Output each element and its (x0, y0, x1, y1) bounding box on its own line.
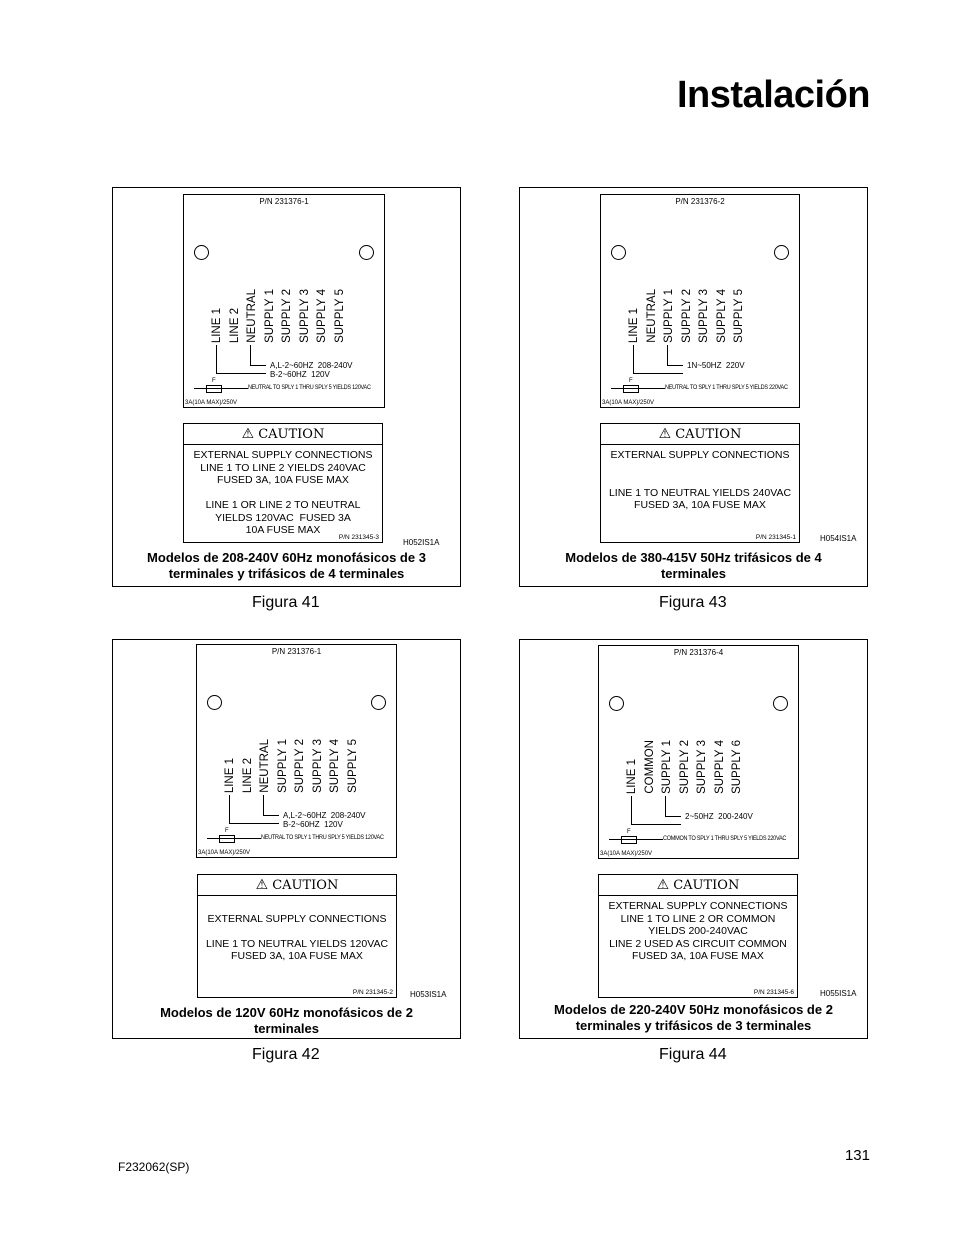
terminal-label: SUPPLY 1 (661, 740, 673, 794)
terminal-label: SUPPLY 4 (715, 289, 728, 343)
fuse-symbol (621, 836, 637, 844)
figure-description: Modelos de 120V 60Hz monofásicos de 2 terminales (160, 1005, 413, 1036)
page-title: Instalación (677, 74, 870, 116)
terminal-labels (210, 289, 347, 343)
mounting-hole (611, 245, 626, 260)
figure-caption: Figura 42 (252, 1046, 320, 1063)
terminal-label: COMMON (643, 740, 656, 794)
frequency-note: 1N~50HZ 220V (687, 361, 745, 370)
artwork-code: H054IS1A (820, 534, 857, 543)
footer-code: F232062(SP) (118, 1160, 190, 1174)
warning-icon: ⚠ (241, 426, 255, 442)
terminal-label: SUPPLY 2 (294, 739, 306, 793)
wire-line (229, 823, 279, 824)
caution-panel (598, 874, 798, 998)
frequency-note: 2~50HZ 200-240V (685, 812, 753, 821)
fuse-label: F (629, 378, 633, 384)
wire-line (207, 838, 261, 839)
page-number: 131 (844, 1147, 870, 1164)
terminal-label: SUPPLY 4 (316, 289, 328, 343)
terminal-label: NEUTRAL (645, 289, 658, 343)
figure-box (519, 187, 868, 587)
terminal-label: LINE 1 (628, 307, 640, 343)
wire-line (611, 388, 665, 389)
figure-caption: Figura 41 (252, 594, 320, 611)
wire-line (229, 795, 230, 823)
terminal-label: SUPPLY 3 (298, 289, 311, 343)
caution-title: CAUTION (673, 878, 740, 893)
plate-part-number: P/N 231376-1 (271, 647, 322, 656)
wire-line (609, 839, 663, 840)
terminal-plate (598, 645, 799, 859)
terminal-label: SUPPLY 1 (663, 289, 675, 343)
caution-header (601, 424, 799, 445)
terminal-label: SUPPLY 4 (329, 739, 341, 793)
figure-box (519, 639, 868, 1039)
fuse-label: F (627, 829, 631, 835)
terminal-label: NEUTRAL (246, 289, 258, 343)
caution-text: EXTERNAL SUPPLY CONNECTIONS LINE 1 TO LINE 2 OR COMMON YIELDS 200-240VAC LINE 2 USED AS CIRCUIT COMMON FUSED 3A, 10A FUSE MAX (608, 900, 788, 962)
terminal-label: SUPPLY 1 (263, 289, 276, 343)
fuse-symbol (206, 385, 222, 393)
wire-line (667, 345, 668, 365)
wire-line (216, 345, 217, 373)
terminal-labels (223, 739, 360, 793)
caution-part-number: P/N 231345-1 (755, 534, 796, 541)
figure-box (112, 187, 461, 587)
neutral-note: NEUTRAL TO SPLY 1 THRU SPLY 5 YIELDS 120VAC (248, 384, 371, 391)
terminal-label: SUPPLY 4 (713, 740, 726, 794)
caution-title: CAUTION (675, 427, 742, 442)
caution-header (198, 875, 396, 896)
terminal-label: SUPPLY 5 (733, 289, 745, 343)
terminal-label: SUPPLY 2 (678, 740, 691, 794)
terminal-labels (625, 740, 744, 794)
caution-title: CAUTION (272, 878, 339, 893)
frequency-note: A,L-2~60HZ 208-240V B-2~60HZ 120V (270, 361, 353, 379)
fuse-rating: 3A(10A MAX)/250V (185, 400, 238, 406)
terminal-label: SUPPLY 5 (333, 289, 346, 343)
neutral-note: NEUTRAL TO SPLY 1 THRU SPLY 5 YIELDS 220VAC (665, 384, 788, 391)
wire-line (631, 796, 632, 824)
fuse-rating: 3A(10A MAX)/250V (198, 850, 251, 856)
mounting-hole (773, 696, 788, 711)
terminal-label: SUPPLY 3 (311, 739, 324, 793)
caution-text: EXTERNAL SUPPLY CONNECTIONS LINE 1 TO NEUTRAL YIELDS 240VAC FUSED 3A, 10A FUSE MAX (608, 449, 792, 511)
wire-line (263, 815, 279, 816)
terminal-label: NEUTRAL (259, 739, 271, 793)
wire-line (633, 373, 683, 374)
wire-line (216, 373, 266, 374)
wire-line (667, 365, 683, 366)
wire-line (194, 388, 248, 389)
wire-line (263, 795, 264, 815)
neutral-note: COMMON TO SPLY 1 THRU SPLY 5 YIELDS 220VAC (663, 835, 787, 842)
caution-panel (183, 423, 383, 543)
mounting-hole (359, 245, 374, 260)
artwork-code: H053IS1A (410, 990, 447, 999)
caution-text: EXTERNAL SUPPLY CONNECTIONS LINE 1 TO LINE 2 YIELDS 240VAC FUSED 3A, 10A FUSE MAX LINE 1 OR LINE 2 TO NEUTRAL YIELDS 120VAC FUSED 3A 10A FUSE MAX (193, 449, 373, 536)
terminal-label: LINE 2 (228, 307, 241, 343)
wire-line (665, 816, 681, 817)
terminal-label: SUPPLY 2 (680, 289, 693, 343)
neutral-note: NEUTRAL TO SPLY 1 THRU SPLY 5 YIELDS 120VAC (261, 834, 384, 841)
terminal-label: LINE 2 (241, 757, 254, 793)
figure-description: Modelos de 380-415V 50Hz trifásicos de 4 terminales (565, 550, 822, 581)
caution-title: CAUTION (258, 427, 325, 442)
figure-caption: Figura 43 (659, 594, 727, 611)
mounting-hole (194, 245, 209, 260)
terminal-label: LINE 1 (224, 757, 236, 793)
terminal-plate (183, 194, 385, 408)
terminal-labels (627, 289, 746, 343)
wire-line (665, 796, 666, 816)
caution-part-number: P/N 231345-6 (753, 989, 794, 996)
wire-line (633, 345, 634, 373)
fuse-label: F (225, 828, 229, 834)
terminal-plate (196, 644, 397, 858)
terminal-label: SUPPLY 3 (696, 740, 708, 794)
caution-header (184, 424, 382, 445)
wire-line (250, 365, 266, 366)
fuse-symbol (219, 835, 235, 843)
terminal-label: SUPPLY 2 (281, 289, 293, 343)
figure-description: Modelos de 220-240V 50Hz monofásicos de 2 terminales y trifásicos de 3 terminales (554, 1002, 833, 1033)
terminal-label: SUPPLY 3 (698, 289, 710, 343)
figure-description: Modelos de 208-240V 60Hz monofásicos de 3 terminales y trifásicos de 4 terminales (147, 550, 426, 581)
mounting-hole (371, 695, 386, 710)
warning-icon: ⚠ (658, 426, 672, 442)
fuse-rating: 3A(10A MAX)/250V (600, 851, 653, 857)
caution-header (599, 875, 797, 896)
caution-text: EXTERNAL SUPPLY CONNECTIONS LINE 1 TO NEUTRAL YIELDS 120VAC FUSED 3A, 10A FUSE MAX (205, 912, 389, 962)
terminal-plate (600, 194, 800, 408)
caution-panel (600, 423, 800, 543)
artwork-code: H052IS1A (403, 538, 440, 547)
plate-part-number: P/N 231376-2 (675, 197, 725, 206)
mounting-hole (774, 245, 789, 260)
mounting-hole (207, 695, 222, 710)
caution-part-number: P/N 231345-2 (352, 989, 393, 996)
terminal-label: SUPPLY 5 (346, 739, 359, 793)
artwork-code: H055IS1A (820, 989, 857, 998)
frequency-note: A,L-2~60HZ 208-240V B-2~60HZ 120V (283, 811, 366, 829)
wire-line (250, 345, 251, 365)
caution-panel (197, 874, 397, 998)
terminal-label: SUPPLY 1 (276, 739, 289, 793)
wire-line (631, 824, 681, 825)
fuse-symbol (623, 385, 639, 393)
warning-icon: ⚠ (255, 877, 269, 893)
caution-part-number: P/N 231345-3 (338, 534, 379, 541)
warning-icon: ⚠ (656, 877, 670, 893)
terminal-label: LINE 1 (211, 307, 223, 343)
terminal-label: LINE 1 (626, 758, 638, 794)
mounting-hole (609, 696, 624, 711)
plate-part-number: P/N 231376-4 (673, 648, 724, 657)
plate-part-number: P/N 231376-1 (259, 197, 309, 206)
fuse-label: F (212, 378, 216, 384)
figure-box (112, 639, 461, 1039)
figure-caption: Figura 44 (659, 1046, 727, 1063)
terminal-label: SUPPLY 6 (731, 740, 743, 794)
fuse-rating: 3A(10A MAX)/250V (602, 400, 655, 406)
